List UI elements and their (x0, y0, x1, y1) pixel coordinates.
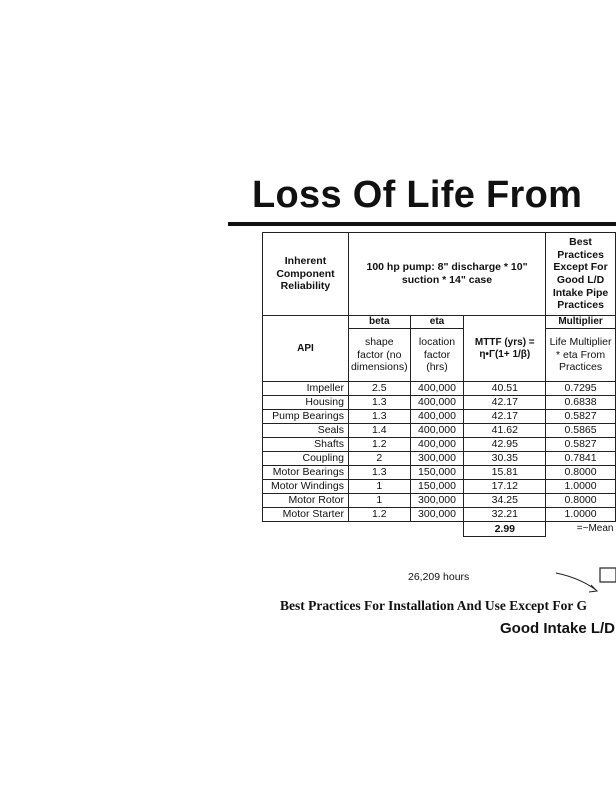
beta-value: 1.3 (348, 410, 410, 424)
shape-factor-header: shape factor (no dimensions) (348, 329, 410, 382)
component-name: Seals (263, 424, 349, 438)
beta-value: 1.3 (348, 466, 410, 480)
eta-value: 400,000 (410, 438, 464, 452)
mean-mttf-value: 2.99 (464, 522, 546, 537)
component-name: Motor Rotor (263, 494, 349, 508)
beta-value: 1.3 (348, 396, 410, 410)
eta-value: 400,000 (410, 424, 464, 438)
beta-header: beta (348, 316, 410, 329)
mttf-value: 40.51 (464, 382, 546, 396)
footer-line-2: Good Intake L/D (500, 620, 616, 637)
beta-value: 1.2 (348, 438, 410, 452)
mttf-value: 42.95 (464, 438, 546, 452)
life-multiplier-header: Life Multiplier * eta From Practices (546, 329, 616, 382)
beta-value: 1.2 (348, 508, 410, 522)
mttf-header: MTTF (yrs) = η•Γ(1+ 1/β) (464, 316, 546, 382)
multiplier-value: 1.0000 (546, 480, 616, 494)
eta-value: 300,000 (410, 508, 464, 522)
multiplier-value: 0.5865 (546, 424, 616, 438)
mttf-value: 32.21 (464, 508, 546, 522)
mttf-value: 17.12 (464, 480, 546, 494)
mttf-value: 15.81 (464, 466, 546, 480)
eta-header: eta (410, 316, 464, 329)
component-name: Shafts (263, 438, 349, 452)
page-title: Loss Of Life From (252, 174, 583, 216)
multiplier-value: 0.8000 (546, 466, 616, 480)
inherent-reliability-header: Inherent Component Reliability (263, 233, 349, 316)
beta-value: 1 (348, 494, 410, 508)
best-practices-header: Best Practices Except For Good L/D Intake Pipe Practices (546, 233, 616, 316)
multiplier-value: 0.7295 (546, 382, 616, 396)
beta-value: 1.4 (348, 424, 410, 438)
mean-label: =~Mean (576, 523, 614, 535)
eta-value: 400,000 (410, 382, 464, 396)
mttf-value: 42.17 (464, 396, 546, 410)
component-name: Impeller (263, 382, 349, 396)
component-name: Motor Windings (263, 480, 349, 494)
multiplier-value: 1.0000 (546, 508, 616, 522)
api-header: API (263, 316, 349, 382)
multiplier-value: 0.7841 (546, 452, 616, 466)
multiplier-value: 0.8000 (546, 494, 616, 508)
component-name: Coupling (263, 452, 349, 466)
component-name: Motor Starter (263, 508, 349, 522)
hours-label: 26,209 hours (408, 571, 470, 583)
multiplier-value: 0.6838 (546, 396, 616, 410)
beta-value: 2 (348, 452, 410, 466)
multiplier-value: 0.5827 (546, 438, 616, 452)
mttf-value: 41.62 (464, 424, 546, 438)
eta-value: 400,000 (410, 410, 464, 424)
footer-line-1: Best Practices For Installation And Use Except For G (280, 598, 587, 613)
eta-value: 300,000 (410, 452, 464, 466)
mttf-value: 34.25 (464, 494, 546, 508)
eta-value: 300,000 (410, 494, 464, 508)
pump-description-header: 100 hp pump: 8" discharge * 10" suction * 14" case (348, 233, 545, 316)
component-name: Housing (263, 396, 349, 410)
beta-value: 1 (348, 480, 410, 494)
eta-value: 150,000 (410, 480, 464, 494)
beta-value: 2.5 (348, 382, 410, 396)
multiplier-value: 0.5827 (546, 410, 616, 424)
multiplier-header: Multiplier (546, 316, 616, 329)
location-factor-header: location factor (hrs) (410, 329, 464, 382)
mttf-value: 42.17 (464, 410, 546, 424)
mttf-value: 30.35 (464, 452, 546, 466)
component-name: Motor Bearings (263, 466, 349, 480)
component-name: Pump Bearings (263, 410, 349, 424)
eta-value: 400,000 (410, 396, 464, 410)
eta-value: 150,000 (410, 466, 464, 480)
